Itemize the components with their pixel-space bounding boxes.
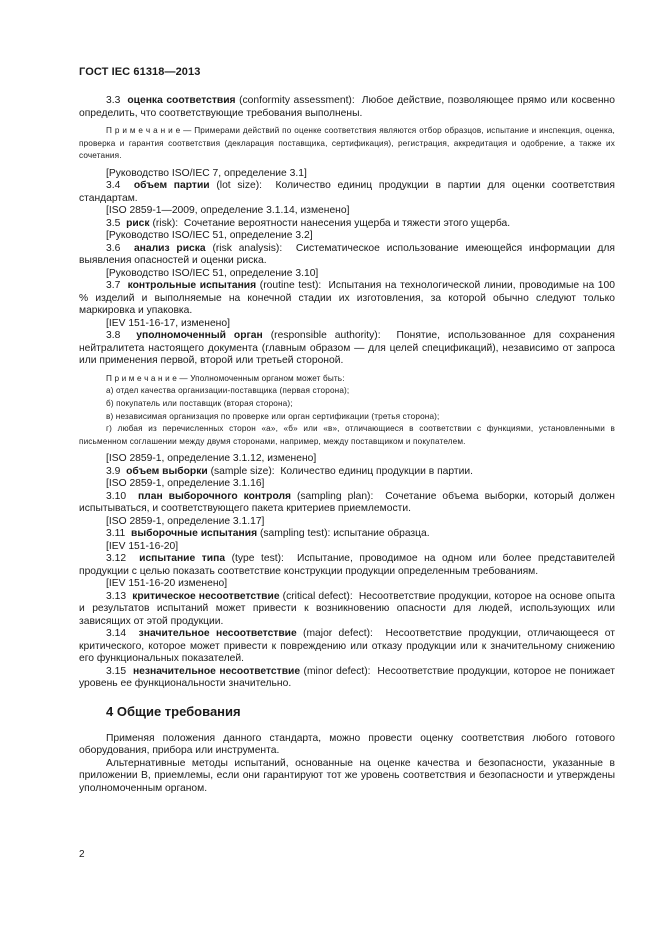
note-conformity-examples: П р и м е ч а н и е — Примерами действий по оценке соответствия являются отбор образцов, испытание и инспекция, оценка, проверка и гарантия соответствия (декларация поставщика, сертификация), регистрация, аккредитация и одобрение, а также их сочетания. [79, 126, 615, 161]
reference-3-11: [IEV 151-16-20] [106, 540, 179, 552]
reference-3-8: [ISO 2859-1, определение 3.1.12, изменено] [106, 453, 317, 465]
definition-3-10: 3.10 план выборочного контроля (sampling plan): Сочетание объема выборки, который должен испытываться, и соответствующего пакета критериев приемлемости. [79, 490, 615, 515]
reference-3-5: [Руководство ISO/IEC 51, определение 3.2] [106, 230, 313, 242]
section-4-paragraph-1: Применяя положения данного стандарта, можно провести оценку соответствия любого готового оборудования, прибора или инструмента. [79, 732, 615, 757]
reference-3-3: [Руководство ISO/IEC 7, определение 3.1] [106, 167, 307, 179]
definition-3-14: 3.14 значительное несоответствие (major defect): Несоответствие продукции, отличающееся от критического, которое может привести к повреждению или отказу продукции или к значительному снижению его функциональных показателей. [79, 628, 615, 665]
reference-3-4: [ISO 2859-1—2009, определение 3.1.14, изменено] [106, 205, 350, 217]
reference-3-7: [IEV 151-16-17, изменено] [106, 317, 230, 329]
note-item-b: б) покупатель или поставщик (вторая сторона); [106, 398, 293, 408]
reference-3-12: [IEV 151-16-20 изменено] [106, 578, 228, 590]
definition-3-3: 3.3 оценка соответствия (conformity assessment): Любое действие, позволяющее прямо или косвенно определить, что соответствующие требования выполнены. [79, 95, 615, 119]
definition-3-5: 3.5 риск (risk): Сочетание вероятности нанесения ущерба и тяжести этого ущерба. [106, 217, 511, 229]
document-header: ГОСТ IEC 61318—2013 [79, 66, 201, 78]
definition-3-15: 3.15 незначительное несоответствие (minor defect): Несоответствие продукции, которое не понижает уровень ее функциональности значительно. [79, 665, 615, 690]
section-4-paragraph-2: Альтернативные методы испытаний, основанные на оценке качества и безопасности, указанные в приложении В, приемлемы, если они гарантируют тот же уровень соответствия и безопасности и утверждены уполномоченным органом. [79, 757, 615, 794]
page-number: 2 [79, 849, 85, 860]
definition-3-9: 3.9 объем выборки (sample size): Количество единиц продукции в партии. [106, 465, 473, 477]
definition-3-11: 3.11 выборочные испытания (sampling test): испытание образца. [106, 528, 430, 540]
definition-3-12: 3.12 испытание типа (type test): Испытание, проводимое на одном или более представителей продукции с целью показать соответствие конструкции продукции определенным требованиям. [79, 553, 615, 577]
definition-3-13: 3.13 критическое несоответствие (critical defect): Несоответствие продукции, которое на основе опыта и результатов испытаний может привести к возникновению опасности для людей, использующих или зависящих от этой продукции. [79, 590, 615, 627]
reference-3-10: [ISO 2859-1, определение 3.1.17] [106, 515, 265, 527]
note-item-d: г) любая из перечисленных сторон «а», «б» или «в», отличающиеся в соответствии с функциями, установленными в письменном соглашении между двумя сторонами, например, между поставщиком и покупателем. [79, 424, 615, 446]
note-item-c: в) независимая организация по проверке или орган сертификации (третья сторона); [106, 411, 440, 421]
document-body [79, 95, 615, 795]
definition-3-8: 3.8 уполномоченный орган (responsible authority): Понятие, использованное для сохранения нейтралитета настоящего документа (главным образом — для целей спецификаций), независимо от запроса или применения первой, второй или третьей стороной. [79, 330, 615, 367]
reference-3-9: [ISO 2859-1, определение 3.1.16] [106, 478, 265, 490]
definition-3-4: 3.4 объем партии (lot size): Количество единиц продукции в партии для оценки соответствия стандартам. [79, 180, 615, 204]
section-4-heading: 4 Общие требования [106, 703, 241, 719]
reference-3-6: [Руководство ISO/IEC 51, определение 3.10] [106, 267, 319, 279]
definition-3-6: 3.6 анализ риска (risk analysis): Систематическое использование имеющейся информации для выявления опасностей и оценки риска. [79, 242, 615, 267]
definition-3-7: 3.7 контрольные испытания (routine test): Испытания на технологической линии, проводимые на 100 % изделий и выполняемые на конечной стадии их изготовления, за которой обычно следуют только маркировка и упаковка. [79, 280, 615, 317]
note-item-a: а) отдел качества организации-поставщика (первая сторона); [106, 386, 350, 396]
note-authority: П р и м е ч а н и е — Уполномоченным органом может быть: [106, 373, 345, 383]
